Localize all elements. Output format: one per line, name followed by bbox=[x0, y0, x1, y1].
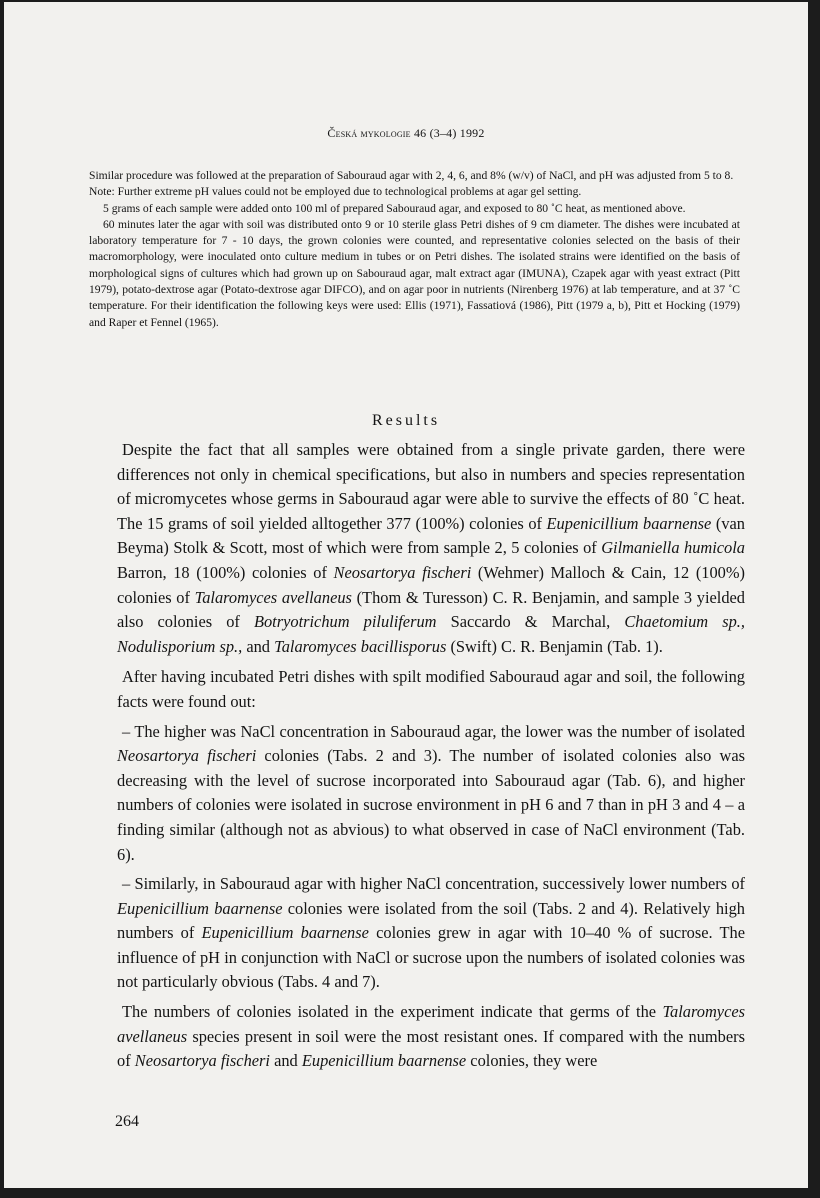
species-name: Eupenicillium baarnense bbox=[546, 513, 712, 533]
text-run: (Swift) C. R. Benjamin (Tab. 1). bbox=[446, 636, 663, 656]
page-number: 264 bbox=[115, 1113, 139, 1130]
methods-note: Note: Further extreme pH values could not be employed due to technological problems at agar gel setting. bbox=[89, 185, 582, 199]
text-run: After having incubated Petri dishes with spilt modified Sabouraud agar and soil, the following facts were found out: bbox=[117, 667, 745, 711]
text-run: Saccardo & Marchal, bbox=[436, 612, 625, 632]
section-title-results: Results bbox=[371, 412, 441, 429]
text-run: species present in soil were the most resistant ones. If compared with the numbers of bbox=[117, 1026, 745, 1071]
text-run: The numbers of colonies isolated in the experiment indicate that germs of the bbox=[122, 1002, 663, 1022]
methods-section bbox=[89, 168, 740, 331]
methods-paragraph: Similar procedure was followed at the preparation of Sabouraud agar with 2, 4, 6, and 8% (w/v) of NaCl, and pH was adjusted from 5 to 8. bbox=[89, 169, 734, 182]
journal-name: Česká mykologie bbox=[327, 126, 411, 140]
text-run: – Similarly, in Sabouraud agar with higher NaCl concentration, successively lower numbers of bbox=[122, 874, 745, 894]
species-name: Eupenicillium baarnense bbox=[201, 923, 369, 943]
species-name: Talaromyces avellaneus bbox=[117, 1002, 745, 1046]
results-paragraph bbox=[117, 720, 745, 868]
species-name: Talaromyces bacillisporus bbox=[274, 636, 447, 656]
text-run: colonies (Tabs. 2 and 3). The number of isolated colonies also was decreasing with the level of sucrose incorporated into Sabouraud agar (Tab. 6), and higher numbers of colonies were isolated in sucrose environment in pH 6 and 7 than in pH 3 and 4 – a finding similar (although not as abvious) to what observed in case of NaCl environment (Tab. 6). bbox=[117, 746, 745, 864]
results-paragraph bbox=[117, 438, 745, 659]
species-name: Eupenicillium baarnense bbox=[117, 898, 283, 918]
species-name: Neosartorya fischeri bbox=[134, 1051, 270, 1071]
results-paragraph bbox=[117, 872, 745, 995]
results-paragraph bbox=[117, 665, 745, 714]
text-run: (Wehmer) Malloch & Cain, 12 (100%) colonies of bbox=[117, 562, 745, 607]
running-head bbox=[4, 126, 808, 141]
species-name: Botryotrichum piluliferum bbox=[253, 612, 437, 632]
text-run: Barron, 18 (100%) colonies of bbox=[117, 562, 334, 582]
text-run: Despite the fact that all samples were obtained from a single private garden, there were differences not only in chemical specifications, but also in numbers and species representation of micromycetes whose germs in Sabouraud agar were able to survive the effects of 80 ˚C heat. The 15 grams of soil yielded alltogether 377 (100%) colonies of bbox=[117, 440, 745, 533]
text-run: and bbox=[269, 1051, 302, 1071]
text-run: colonies were isolated from the soil (Tabs. 2 and 4). Relatively high numbers of bbox=[117, 898, 745, 943]
text-run: colonies, they were bbox=[466, 1051, 598, 1071]
methods-paragraph: 60 minutes later the agar with soil was distributed onto 9 or 10 sterile glass Petri dishes of 9 cm diameter. The dishes were incubated at laboratory temperature for 7 - 10 days, the grown colonies were counted, and representative colonies selected on the basis of their macromorphology, were inoculated onto culture medium in tubes or on Petri dishes. The isolated strains were identified on the basis of morphological signs of cultures which had grown up on Sabouraud agar, malt extract agar (IMUNA), Czapek agar with yeast extract (Pitt 1979), potato-dextrose agar (Potato-dextrose agar DIFCO), and on agar poor in nutrients (Nirenberg 1976) at lab temperature, and at 37 ˚C temperature. For their identification the following keys were used: Ellis (1971), Fassatiová (1986), Pitt (1979 a, b), Pitt et Hocking (1979) and Raper et Fennel (1965). bbox=[89, 217, 740, 329]
methods-paragraph: 5 grams of each sample were added onto 100 ml of prepared Sabouraud agar, and exposed to 80 ˚C heat, as mentioned above. bbox=[103, 201, 686, 215]
species-name: Gilmaniella humicola bbox=[601, 538, 746, 558]
results-paragraph bbox=[117, 1000, 745, 1074]
species-name: Neosartorya fischeri bbox=[117, 746, 257, 766]
journal-issue: 46 (3–4) 1992 bbox=[413, 126, 485, 140]
species-name: Chaetomium sp., Nodulisporium sp., bbox=[117, 612, 746, 656]
text-run: and bbox=[242, 636, 275, 656]
text-run: – The higher was NaCl concentration in Sabouraud agar, the lower was the number of isolated bbox=[122, 721, 745, 741]
results-section bbox=[117, 438, 745, 1074]
text-run: (Thom & Turesson) C. R. Benjamin, and sample 3 yielded also colonies of bbox=[117, 587, 745, 632]
text-run: colonies grew in agar with 10–40 % of sucrose. The influence of pH in conjunction with NaCl or sucrose upon the numbers of isolated colonies was not particularly obvious (Tabs. 4 and 7). bbox=[117, 923, 745, 992]
text-run: (van Beyma) Stolk & Scott, most of which were from sample 2, 5 colonies of bbox=[117, 513, 745, 558]
species-name: Neosartorya fischeri bbox=[333, 562, 472, 582]
species-name: Talaromyces avellaneus bbox=[194, 587, 352, 607]
species-name: Eupenicillium baarnense bbox=[301, 1051, 467, 1071]
journal-page bbox=[4, 2, 808, 1188]
